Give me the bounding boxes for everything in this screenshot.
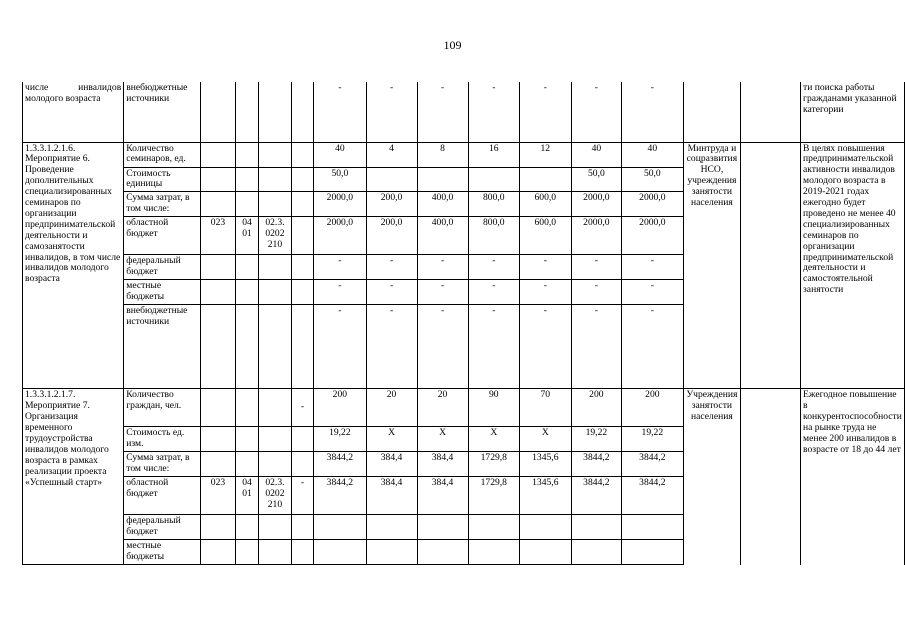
- value-cell: -: [468, 280, 520, 305]
- value-cell: 384,4: [417, 477, 468, 515]
- value-cell: 19,22: [571, 427, 622, 452]
- value-cell: -: [468, 305, 520, 389]
- table-row: 1.3.3.1.2.1.7. Мероприятие 7. Организация временного трудоустройства инвалидов молодого возраста в рамках реализации проекта «Успешный старт» Количество граждан, чел. - 200 20 20 90 70 200 200 Учреждения занятости населения Ежегодное повышение в конкурентоспособности на рынке труда не менее 200 инвалидов в возрасте от 18 до 44 лет: [23, 389, 905, 427]
- value-cell: -: [468, 82, 520, 142]
- value-cell: 40: [314, 142, 366, 167]
- value-cell: -: [417, 82, 468, 142]
- value-cell: 1345,6: [520, 452, 572, 477]
- row-label: Сумма затрат, в том числе:: [124, 192, 201, 217]
- value-cell: 2000,0: [622, 217, 683, 255]
- row-label: местные бюджеты: [124, 540, 201, 565]
- value-cell: 200: [622, 389, 683, 427]
- value-cell: -: [366, 280, 417, 305]
- row-label: федеральный бюджет: [124, 515, 201, 540]
- row-label: федеральный бюджет: [124, 255, 201, 280]
- rz-code: 04 01: [236, 477, 259, 515]
- value-cell: [622, 540, 683, 565]
- value-cell: 50,0: [314, 167, 366, 192]
- value-cell: [468, 540, 520, 565]
- value-cell: [314, 540, 366, 565]
- value-cell: -: [366, 305, 417, 389]
- value-cell: -: [571, 255, 622, 280]
- value-cell: 90: [468, 389, 520, 427]
- value-cell: -: [314, 305, 366, 389]
- value-cell: 400,0: [417, 192, 468, 217]
- value-cell: 12: [520, 142, 572, 167]
- value-cell: 3844,2: [314, 452, 366, 477]
- value-cell: 50,0: [571, 167, 622, 192]
- value-cell: 800,0: [468, 217, 520, 255]
- expected-result: Ежегодное повышение в конкурентоспособности на рынке труда не менее 200 инвалидов в возрасте от 18 до 44 лет: [801, 389, 905, 565]
- value-cell: [520, 167, 572, 192]
- value-cell: -: [417, 255, 468, 280]
- value-cell: Х: [417, 427, 468, 452]
- expected-result: ти поиска работы гражданами указанной категории: [801, 82, 905, 142]
- row-label: местные бюджеты: [124, 280, 201, 305]
- row-label: Стоимость ед. изм.: [124, 427, 201, 452]
- executor: Учреждения занятости населения: [683, 389, 741, 565]
- executor: Минтруда и соцразвития НСО, учреждения занятости населения: [683, 142, 741, 389]
- row-label: Количество семинаров, ед.: [124, 142, 201, 167]
- value-cell: 800,0: [468, 192, 520, 217]
- row-label: внебюджетные источники: [124, 82, 201, 142]
- value-cell: 3844,2: [622, 452, 683, 477]
- value-cell: 600,0: [520, 192, 572, 217]
- value-cell: [520, 515, 572, 540]
- program-table: [22, 82, 905, 565]
- value-cell: [468, 167, 520, 192]
- event-name: 1.3.3.1.2.1.7. Мероприятие 7. Организация временного трудоустройства инвалидов молодого возраста в рамках реализации проекта «Успешный старт»: [23, 389, 124, 565]
- row-label: Стоимость единицы: [124, 167, 201, 192]
- value-cell: [314, 515, 366, 540]
- value-cell: 19,22: [622, 427, 683, 452]
- value-cell: [417, 515, 468, 540]
- value-cell: -: [366, 82, 417, 142]
- value-cell: -: [366, 255, 417, 280]
- value-cell: 200: [571, 389, 622, 427]
- value-cell: -: [571, 305, 622, 389]
- grbs-code: 023: [200, 217, 235, 255]
- table-row: областной бюджет 023 04 01 02.3. 0202 210 - 3844,2 384,4 384,4 1729,8 1345,6 3844,2 3844,2: [23, 477, 905, 515]
- value-cell: 2000,0: [571, 192, 622, 217]
- value-cell: 20: [417, 389, 468, 427]
- value-cell: [366, 540, 417, 565]
- value-cell: 200: [314, 389, 366, 427]
- value-cell: -: [314, 255, 366, 280]
- value-cell: -: [520, 255, 572, 280]
- value-cell: [417, 167, 468, 192]
- value-cell: 384,4: [366, 477, 417, 515]
- table-row: [23, 82, 905, 142]
- value-cell: -: [622, 255, 683, 280]
- value-cell: -: [520, 305, 572, 389]
- value-cell: 2000,0: [571, 217, 622, 255]
- value-cell: -: [468, 255, 520, 280]
- value-cell: 1729,8: [468, 477, 520, 515]
- value-cell: 40: [571, 142, 622, 167]
- value-cell: 3844,2: [314, 477, 366, 515]
- page-number: 109: [443, 38, 462, 52]
- value-cell: 400,0: [417, 217, 468, 255]
- value-cell: -: [417, 305, 468, 389]
- row-label: Количество граждан, чел.: [124, 389, 201, 427]
- csr-code: 02.3. 0202 210: [258, 477, 291, 515]
- csr-code: 02.3. 0202 210: [258, 217, 291, 255]
- value-cell: -: [520, 280, 572, 305]
- value-cell: -: [314, 280, 366, 305]
- value-cell: [468, 515, 520, 540]
- value-cell: -: [314, 82, 366, 142]
- value-cell: -: [520, 82, 572, 142]
- expected-result: В целях повышения предпринимательской активности инвалидов молодого возраста в 2019-2021 годах ежегодно будет проведено не менее 40 специализированных семинаров по организации предпринимательской деятельности и самостоятельной занятости: [801, 142, 905, 389]
- value-cell: 384,4: [366, 452, 417, 477]
- value-cell: [622, 515, 683, 540]
- value-cell: 16: [468, 142, 520, 167]
- value-cell: 384,4: [417, 452, 468, 477]
- value-cell: 50,0: [622, 167, 683, 192]
- value-cell: [366, 515, 417, 540]
- value-cell: [571, 515, 622, 540]
- event-name: 1.3.3.1.2.1.6. Мероприятие 6. Проведение дополнительных специализированных семинаров по организации предпринимательской деятельности и самозанятости инвалидов, в том числе инвалидов молодого возраста: [23, 142, 124, 389]
- value-cell: 1345,6: [520, 477, 572, 515]
- grbs-code: 023: [200, 477, 235, 515]
- value-cell: -: [571, 82, 622, 142]
- value-cell: -: [417, 280, 468, 305]
- row-label: областной бюджет: [124, 217, 201, 255]
- value-cell: 2000,0: [314, 192, 366, 217]
- row-label: внебюджетные источники: [124, 305, 201, 389]
- value-cell: 2000,0: [314, 217, 366, 255]
- row-label: областной бюджет: [124, 477, 201, 515]
- value-cell: -: [622, 305, 683, 389]
- value-cell: 8: [417, 142, 468, 167]
- table-row: [23, 142, 905, 167]
- value-cell: [366, 167, 417, 192]
- value-cell: 40: [622, 142, 683, 167]
- value-cell: -: [571, 280, 622, 305]
- value-cell: 4: [366, 142, 417, 167]
- value-cell: 200,0: [366, 192, 417, 217]
- value-cell: -: [622, 82, 683, 142]
- event-name: числе инвалидов молодого возраста: [23, 82, 124, 142]
- value-cell: 1729,8: [468, 452, 520, 477]
- value-cell: [417, 540, 468, 565]
- value-cell: 19,22: [314, 427, 366, 452]
- value-cell: Х: [468, 427, 520, 452]
- value-cell: -: [622, 280, 683, 305]
- value-cell: 70: [520, 389, 572, 427]
- value-cell: 3844,2: [622, 477, 683, 515]
- value-cell: 2000,0: [622, 192, 683, 217]
- value-cell: 20: [366, 389, 417, 427]
- value-cell: Х: [520, 427, 572, 452]
- value-cell: 600,0: [520, 217, 572, 255]
- value-cell: Х: [366, 427, 417, 452]
- row-label: Сумма затрат, в том числе:: [124, 452, 201, 477]
- rz-code: 04 01: [236, 217, 259, 255]
- value-cell: 3844,2: [571, 452, 622, 477]
- value-cell: [571, 540, 622, 565]
- value-cell: 3844,2: [571, 477, 622, 515]
- value-cell: [520, 540, 572, 565]
- value-cell: 200,0: [366, 217, 417, 255]
